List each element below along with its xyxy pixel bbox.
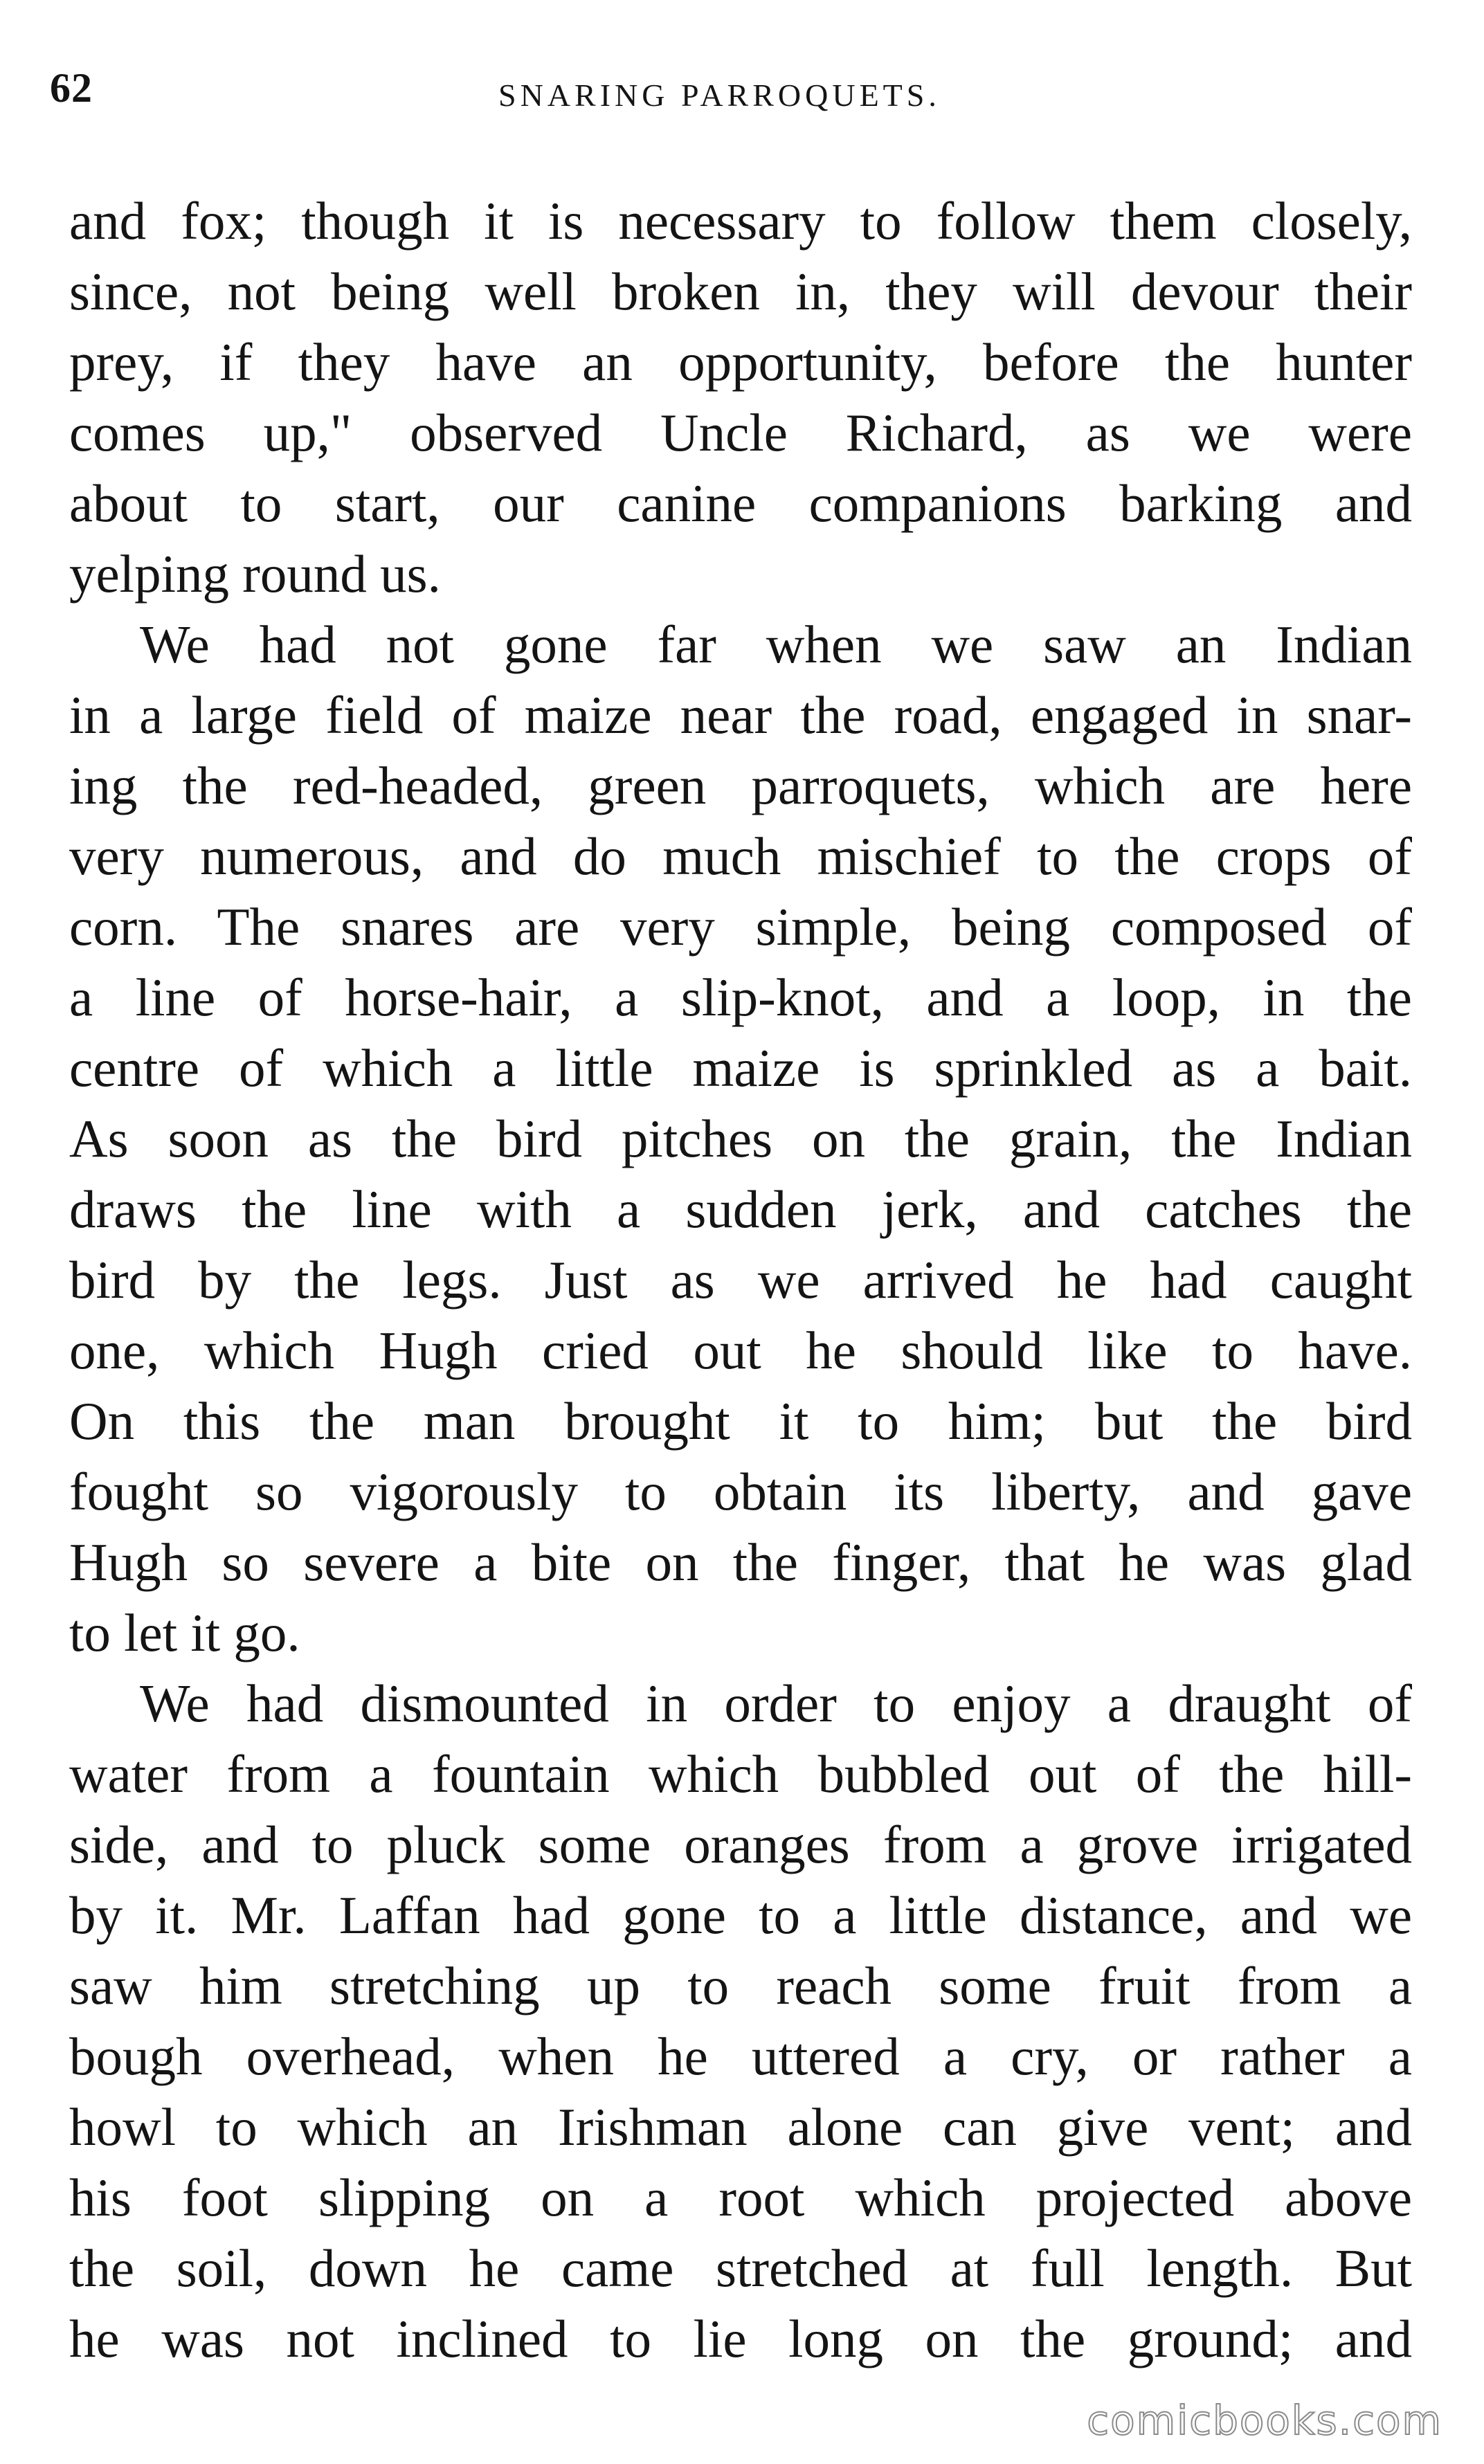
text-line: since, not being well broken in, they will devour their — [69, 262, 1412, 321]
text-line: On this the man brought it to him; but the bird — [69, 1391, 1412, 1451]
text-line: water from a fountain which bubbled out of the hill- — [69, 1744, 1412, 1804]
text-line: As soon as the bird pitches on the grain, the Indian — [69, 1109, 1412, 1168]
text-line: and fox; though it is necessary to follow them closely, — [69, 191, 1412, 251]
watermark: comicbooks.com — [1087, 2397, 1442, 2444]
text-line: in a large field of maize near the road, engaged in snar- — [69, 685, 1412, 745]
text-line: to let it go. — [69, 1603, 300, 1663]
text-line: he was not inclined to lie long on the ground; and — [69, 2309, 1412, 2368]
text-line: howl to which an Irishman alone can give vent; and — [69, 2097, 1412, 2157]
text-line: prey, if they have an opportunity, before the hunter — [69, 332, 1412, 392]
text-line: draws the line with a sudden jerk, and catches the — [69, 1179, 1412, 1239]
text-line: yelping round us. — [69, 544, 441, 604]
paragraph — [69, 609, 1412, 1668]
text-line: bird by the legs. Just as we arrived he had caught — [69, 1250, 1412, 1310]
page-number: 62 — [50, 65, 93, 111]
text-line: fought so vigorously to obtain its liberty, and gave — [69, 1462, 1412, 1521]
text-line: bough overhead, when he uttered a cry, or rather a — [69, 2027, 1412, 2086]
paragraph — [69, 1668, 1412, 2374]
text-line: Hugh so severe a bite on the finger, that he was glad — [69, 1532, 1412, 1592]
text-line: corn. The snares are very simple, being composed of — [69, 897, 1412, 957]
text-line: comes up," observed Uncle Richard, as we were — [69, 403, 1412, 462]
text-line: a line of horse-hair, a slip-knot, and a loop, in the — [69, 968, 1412, 1027]
text-line: very numerous, and do much mischief to the crops of — [69, 826, 1412, 886]
text-line: about to start, our canine companions barking and — [69, 473, 1412, 533]
body-text — [69, 185, 1412, 2374]
text-line: We had not gone far when we saw an Indian — [140, 615, 1412, 674]
running-head: SNARING PARROQUETS. — [498, 78, 941, 113]
text-line: by it. Mr. Laffan had gone to a little distance, and we — [69, 1885, 1412, 1945]
text-line: saw him stretching up to reach some fruit from a — [69, 1956, 1412, 2015]
text-line: one, which Hugh cried out he should like to have. — [69, 1321, 1412, 1380]
text-line: We had dismounted in order to enjoy a draught of — [140, 1674, 1412, 1733]
paragraph — [69, 185, 1412, 609]
text-line: his foot slipping on a root which projected above — [69, 2168, 1412, 2227]
text-line: the soil, down he came stretched at full length. But — [69, 2238, 1412, 2298]
text-line: side, and to pluck some oranges from a grove irrigated — [69, 1815, 1412, 1874]
text-line: ing the red-headed, green parroquets, which are here — [69, 756, 1412, 815]
text-line: centre of which a little maize is sprinkled as a bait. — [69, 1038, 1412, 1098]
